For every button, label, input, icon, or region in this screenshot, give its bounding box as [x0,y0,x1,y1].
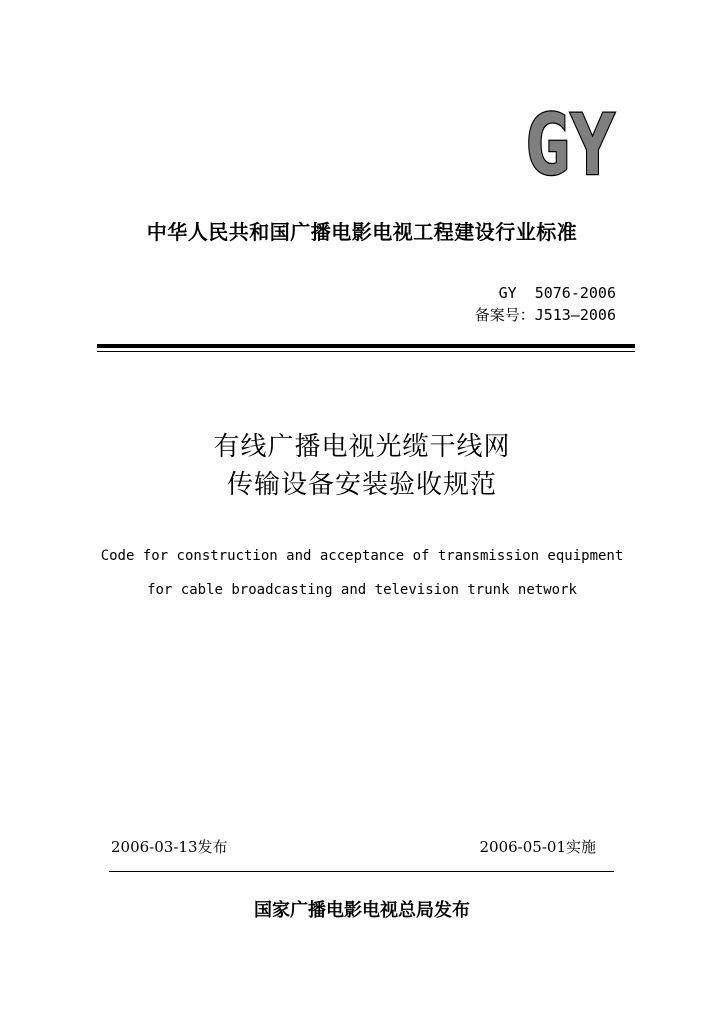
english-title-line-2: for cable broadcasting and television trunk network [147,582,577,598]
publisher: 国家广播电影电视总局发布 [254,900,470,921]
record-number: 备案号：J513—2006 [474,306,616,324]
english-title-line-1: Code for construction and acceptance of transmission equipment [100,548,624,564]
footer-divider [109,871,614,872]
standard-code-block [475,282,616,326]
header-divider-thin [97,351,635,352]
chinese-title-line-2: 传输设备安装验收规范 [226,470,497,500]
header-divider-thick [97,344,635,348]
gy-logo-graphic [524,96,616,194]
chinese-title-line-1: 有线广播电视光缆干线网 [213,432,511,462]
standard-number: GY 5076-2006 [498,284,616,302]
standard-category: 中华人民共和国广播电影电视工程建设行业标准 [146,220,578,244]
gy-logo [524,96,616,194]
implementation-date: 2006-05-01实施 [479,838,596,856]
gy-logo-text: GY [525,96,616,194]
release-date: 2006-03-13发布 [111,838,228,856]
